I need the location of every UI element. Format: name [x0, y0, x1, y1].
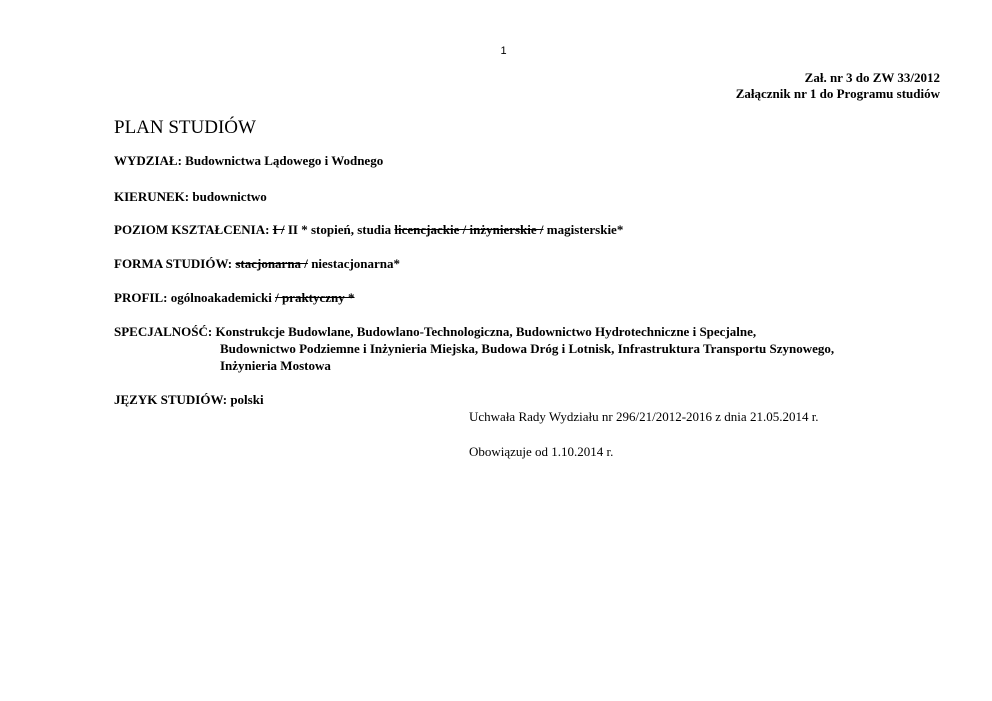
form-value: niestacjonarna*	[311, 256, 401, 271]
faculty-label: WYDZIAŁ:	[114, 153, 182, 168]
specialty-line-3: Inżynieria Mostowa	[220, 358, 331, 373]
profile-struck: / praktyczny *	[275, 290, 355, 305]
form-struck: stacjonarna /	[235, 256, 308, 271]
language-value: polski	[230, 392, 264, 407]
attachment-line-2: Załącznik nr 1 do Programu studiów	[735, 86, 940, 101]
level-row	[114, 222, 623, 238]
resolution-text: Uchwała Rady Wydziału nr 296/21/2012-2016 z dnia 21.05.2014 r.	[469, 409, 819, 424]
level-degree: II * stopień, studia	[287, 222, 392, 237]
form-label: FORMA STUDIÓW:	[114, 256, 233, 271]
page-number: 1	[500, 45, 507, 57]
effective-date-text: Obowiązuje od 1.10.2014 r.	[469, 444, 614, 459]
language-label: JĘZYK STUDIÓW:	[114, 392, 228, 407]
language-row	[114, 392, 264, 408]
level-struck-first: I /	[272, 222, 285, 237]
specialty-label: SPECJALNOŚĆ:	[114, 324, 213, 339]
specialty-line-1: Konstrukcje Budowlane, Budowlano-Technologiczna, Budownictwo Hydrotechniczne i Specjalne,	[215, 324, 757, 339]
attachment-line-1: Zał. nr 3 do ZW 33/2012	[804, 70, 940, 85]
profile-row	[114, 290, 355, 306]
level-struck-types: licencjackie / inżynierskie /	[394, 222, 544, 237]
field-row	[114, 189, 267, 205]
page-title: PLAN STUDIÓW	[114, 117, 256, 138]
specialty-row	[114, 324, 756, 340]
faculty-row	[114, 153, 383, 169]
specialty-line-2: Budownictwo Podziemne i Inżynieria Miejska, Budowa Dróg i Lotnisk, Infrastruktura Transportu Szynowego,	[220, 341, 835, 356]
profile-label: PROFIL:	[114, 290, 168, 305]
field-label: KIERUNEK:	[114, 189, 190, 204]
level-label: POZIOM KSZTAŁCENIA:	[114, 222, 270, 237]
profile-value: ogólnoakademicki	[170, 290, 272, 305]
faculty-value: Budownictwa Lądowego i Wodnego	[185, 153, 384, 168]
field-value: budownictwo	[192, 189, 267, 204]
level-masters: magisterskie*	[546, 222, 624, 237]
form-row	[114, 256, 400, 272]
